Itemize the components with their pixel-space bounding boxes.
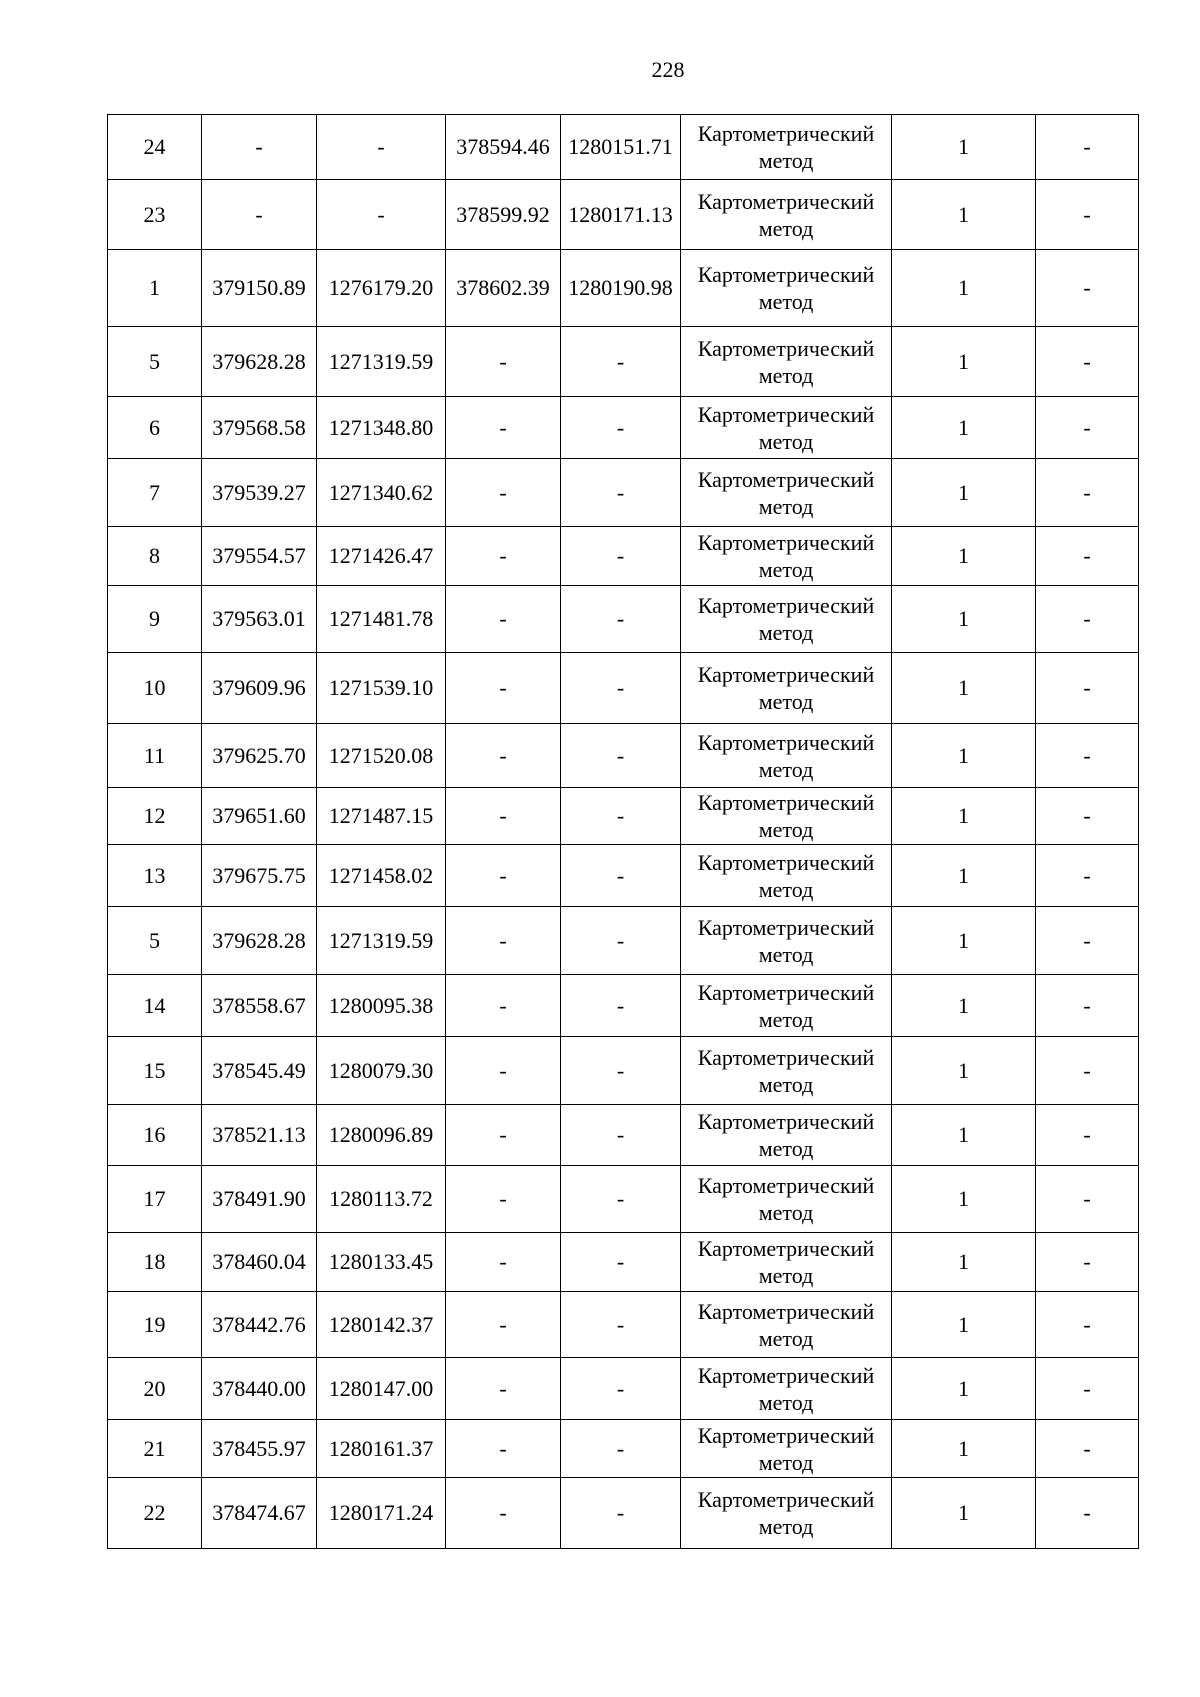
accuracy-cell: 1	[892, 1037, 1036, 1105]
existing-x-cell: -	[202, 115, 317, 180]
existing-y-cell: 1271348.80	[317, 397, 446, 459]
table-row	[108, 788, 1139, 845]
table-row	[108, 397, 1139, 459]
point-number-cell: 22	[108, 1478, 202, 1549]
existing-x-cell: 378545.49	[202, 1037, 317, 1105]
accuracy-cell: 1	[892, 180, 1036, 250]
accuracy-cell: 1	[892, 1420, 1036, 1478]
existing-x-cell: 379628.28	[202, 907, 317, 975]
accuracy-cell: 1	[892, 250, 1036, 327]
description-cell: -	[1036, 1420, 1139, 1478]
table-row	[108, 1105, 1139, 1166]
description-cell: -	[1036, 1358, 1139, 1420]
existing-y-cell: 1271487.15	[317, 788, 446, 845]
refined-x-cell: 378594.46	[446, 115, 561, 180]
description-cell: -	[1036, 653, 1139, 724]
refined-x-cell: -	[446, 845, 561, 907]
refined-y-cell: -	[561, 845, 681, 907]
method-cell: Картометрический метод	[681, 115, 892, 180]
accuracy-cell: 1	[892, 724, 1036, 788]
refined-x-cell: -	[446, 724, 561, 788]
existing-y-cell: 1271481.78	[317, 586, 446, 653]
existing-x-cell: 379554.57	[202, 527, 317, 586]
method-cell: Картометрический метод	[681, 327, 892, 397]
method-cell: Картометрический метод	[681, 397, 892, 459]
table-row	[108, 250, 1139, 327]
existing-y-cell: 1280161.37	[317, 1420, 446, 1478]
method-cell: Картометрический метод	[681, 1037, 892, 1105]
point-number-cell: 21	[108, 1420, 202, 1478]
table-row	[108, 327, 1139, 397]
method-cell: Картометрический метод	[681, 788, 892, 845]
existing-y-cell: -	[317, 115, 446, 180]
accuracy-cell: 1	[892, 459, 1036, 527]
existing-y-cell: -	[317, 180, 446, 250]
description-cell: -	[1036, 250, 1139, 327]
refined-x-cell: 378599.92	[446, 180, 561, 250]
table-row	[108, 907, 1139, 975]
refined-x-cell: -	[446, 975, 561, 1037]
description-cell: -	[1036, 975, 1139, 1037]
refined-y-cell: -	[561, 397, 681, 459]
method-cell: Картометрический метод	[681, 180, 892, 250]
table-row	[108, 1233, 1139, 1292]
refined-x-cell: -	[446, 653, 561, 724]
method-cell: Картометрический метод	[681, 1478, 892, 1549]
existing-x-cell: 379568.58	[202, 397, 317, 459]
point-number-cell: 7	[108, 459, 202, 527]
point-number-cell: 1	[108, 250, 202, 327]
page-number: 228	[651, 57, 685, 82]
point-number-cell: 6	[108, 397, 202, 459]
point-number-cell: 20	[108, 1358, 202, 1420]
description-cell: -	[1036, 1105, 1139, 1166]
accuracy-cell: 1	[892, 1292, 1036, 1358]
table-row	[108, 1166, 1139, 1233]
refined-y-cell: -	[561, 1358, 681, 1420]
refined-x-cell: -	[446, 327, 561, 397]
refined-x-cell: -	[446, 527, 561, 586]
description-cell: -	[1036, 115, 1139, 180]
table-row	[108, 975, 1139, 1037]
method-cell: Картометрический метод	[681, 1420, 892, 1478]
table-row	[108, 1420, 1139, 1478]
table-row	[108, 845, 1139, 907]
existing-y-cell: 1280079.30	[317, 1037, 446, 1105]
point-number-cell: 19	[108, 1292, 202, 1358]
refined-y-cell: -	[561, 1105, 681, 1166]
point-number-cell: 13	[108, 845, 202, 907]
description-cell: -	[1036, 397, 1139, 459]
existing-y-cell: 1271426.47	[317, 527, 446, 586]
table-row	[108, 527, 1139, 586]
refined-y-cell: -	[561, 327, 681, 397]
method-cell: Картометрический метод	[681, 907, 892, 975]
existing-x-cell: 378442.76	[202, 1292, 317, 1358]
accuracy-cell: 1	[892, 788, 1036, 845]
accuracy-cell: 1	[892, 1105, 1036, 1166]
method-cell: Картометрический метод	[681, 1292, 892, 1358]
existing-x-cell: 379651.60	[202, 788, 317, 845]
refined-y-cell: -	[561, 1233, 681, 1292]
description-cell: -	[1036, 1233, 1139, 1292]
point-number-cell: 14	[108, 975, 202, 1037]
description-cell: -	[1036, 1292, 1139, 1358]
point-number-cell: 5	[108, 907, 202, 975]
refined-y-cell: -	[561, 724, 681, 788]
method-cell: Картометрический метод	[681, 1105, 892, 1166]
existing-y-cell: 1280147.00	[317, 1358, 446, 1420]
existing-x-cell: 378455.97	[202, 1420, 317, 1478]
refined-x-cell: -	[446, 1478, 561, 1549]
refined-y-cell: -	[561, 1420, 681, 1478]
accuracy-cell: 1	[892, 1166, 1036, 1233]
description-cell: -	[1036, 527, 1139, 586]
method-cell: Картометрический метод	[681, 1166, 892, 1233]
refined-x-cell: -	[446, 1420, 561, 1478]
refined-x-cell: -	[446, 1037, 561, 1105]
accuracy-cell: 1	[892, 586, 1036, 653]
existing-y-cell: 1280133.45	[317, 1233, 446, 1292]
accuracy-cell: 1	[892, 1478, 1036, 1549]
point-number-cell: 24	[108, 115, 202, 180]
accuracy-cell: 1	[892, 327, 1036, 397]
description-cell: -	[1036, 327, 1139, 397]
existing-y-cell: 1271458.02	[317, 845, 446, 907]
existing-y-cell: 1280096.89	[317, 1105, 446, 1166]
point-number-cell: 15	[108, 1037, 202, 1105]
accuracy-cell: 1	[892, 845, 1036, 907]
description-cell: -	[1036, 1166, 1139, 1233]
existing-x-cell: 379563.01	[202, 586, 317, 653]
refined-y-cell: -	[561, 527, 681, 586]
point-number-cell: 11	[108, 724, 202, 788]
existing-x-cell: 379539.27	[202, 459, 317, 527]
table-row	[108, 459, 1139, 527]
existing-y-cell: 1271340.62	[317, 459, 446, 527]
accuracy-cell: 1	[892, 1233, 1036, 1292]
table-row	[108, 724, 1139, 788]
refined-y-cell: -	[561, 1037, 681, 1105]
table-row	[108, 1358, 1139, 1420]
refined-y-cell: -	[561, 788, 681, 845]
existing-x-cell: 378474.67	[202, 1478, 317, 1549]
point-number-cell: 10	[108, 653, 202, 724]
refined-y-cell: -	[561, 653, 681, 724]
refined-y-cell: 1280171.13	[561, 180, 681, 250]
existing-x-cell: 378521.13	[202, 1105, 317, 1166]
point-number-cell: 8	[108, 527, 202, 586]
description-cell: -	[1036, 1037, 1139, 1105]
method-cell: Картометрический метод	[681, 527, 892, 586]
table-row	[108, 1478, 1139, 1549]
existing-y-cell: 1280113.72	[317, 1166, 446, 1233]
method-cell: Картометрический метод	[681, 1233, 892, 1292]
description-cell: -	[1036, 180, 1139, 250]
refined-y-cell: -	[561, 586, 681, 653]
refined-y-cell: -	[561, 459, 681, 527]
existing-y-cell: 1280171.24	[317, 1478, 446, 1549]
refined-x-cell: -	[446, 1105, 561, 1166]
refined-x-cell: -	[446, 788, 561, 845]
description-cell: -	[1036, 724, 1139, 788]
method-cell: Картометрический метод	[681, 459, 892, 527]
existing-x-cell: 379609.96	[202, 653, 317, 724]
method-cell: Картометрический метод	[681, 586, 892, 653]
table-row	[108, 1292, 1139, 1358]
table-row	[108, 586, 1139, 653]
point-number-cell: 23	[108, 180, 202, 250]
refined-y-cell: 1280151.71	[561, 115, 681, 180]
existing-y-cell: 1271539.10	[317, 653, 446, 724]
existing-x-cell: 378460.04	[202, 1233, 317, 1292]
refined-y-cell: -	[561, 1478, 681, 1549]
existing-x-cell: 379628.28	[202, 327, 317, 397]
existing-x-cell: 378558.67	[202, 975, 317, 1037]
table-row	[108, 653, 1139, 724]
existing-x-cell: 378440.00	[202, 1358, 317, 1420]
method-cell: Картометрический метод	[681, 975, 892, 1037]
accuracy-cell: 1	[892, 653, 1036, 724]
existing-x-cell: 379150.89	[202, 250, 317, 327]
description-cell: -	[1036, 845, 1139, 907]
existing-x-cell: 379625.70	[202, 724, 317, 788]
table-row	[108, 180, 1139, 250]
coordinates-table	[107, 114, 1139, 1549]
refined-y-cell: -	[561, 975, 681, 1037]
description-cell: -	[1036, 788, 1139, 845]
method-cell: Картометрический метод	[681, 724, 892, 788]
description-cell: -	[1036, 1478, 1139, 1549]
refined-x-cell: -	[446, 397, 561, 459]
refined-y-cell: -	[561, 1166, 681, 1233]
existing-y-cell: 1276179.20	[317, 250, 446, 327]
point-number-cell: 9	[108, 586, 202, 653]
accuracy-cell: 1	[892, 1358, 1036, 1420]
point-number-cell: 17	[108, 1166, 202, 1233]
refined-y-cell: 1280190.98	[561, 250, 681, 327]
refined-y-cell: -	[561, 907, 681, 975]
refined-x-cell: -	[446, 586, 561, 653]
point-number-cell: 18	[108, 1233, 202, 1292]
method-cell: Картометрический метод	[681, 1358, 892, 1420]
point-number-cell: 5	[108, 327, 202, 397]
method-cell: Картометрический метод	[681, 653, 892, 724]
refined-x-cell: -	[446, 1166, 561, 1233]
existing-y-cell: 1271520.08	[317, 724, 446, 788]
method-cell: Картометрический метод	[681, 250, 892, 327]
accuracy-cell: 1	[892, 397, 1036, 459]
existing-y-cell: 1280142.37	[317, 1292, 446, 1358]
point-number-cell: 12	[108, 788, 202, 845]
accuracy-cell: 1	[892, 115, 1036, 180]
coordinates-table-body	[108, 115, 1139, 1549]
method-cell: Картометрический метод	[681, 845, 892, 907]
refined-x-cell: -	[446, 907, 561, 975]
description-cell: -	[1036, 586, 1139, 653]
refined-x-cell: -	[446, 1233, 561, 1292]
accuracy-cell: 1	[892, 907, 1036, 975]
existing-y-cell: 1271319.59	[317, 327, 446, 397]
accuracy-cell: 1	[892, 527, 1036, 586]
point-number-cell: 16	[108, 1105, 202, 1166]
refined-x-cell: -	[446, 459, 561, 527]
table-row	[108, 115, 1139, 180]
existing-y-cell: 1280095.38	[317, 975, 446, 1037]
existing-x-cell: -	[202, 180, 317, 250]
refined-x-cell: -	[446, 1292, 561, 1358]
accuracy-cell: 1	[892, 975, 1036, 1037]
description-cell: -	[1036, 907, 1139, 975]
table-row	[108, 1037, 1139, 1105]
description-cell: -	[1036, 459, 1139, 527]
refined-x-cell: -	[446, 1358, 561, 1420]
existing-y-cell: 1271319.59	[317, 907, 446, 975]
existing-x-cell: 379675.75	[202, 845, 317, 907]
existing-x-cell: 378491.90	[202, 1166, 317, 1233]
refined-x-cell: 378602.39	[446, 250, 561, 327]
refined-y-cell: -	[561, 1292, 681, 1358]
